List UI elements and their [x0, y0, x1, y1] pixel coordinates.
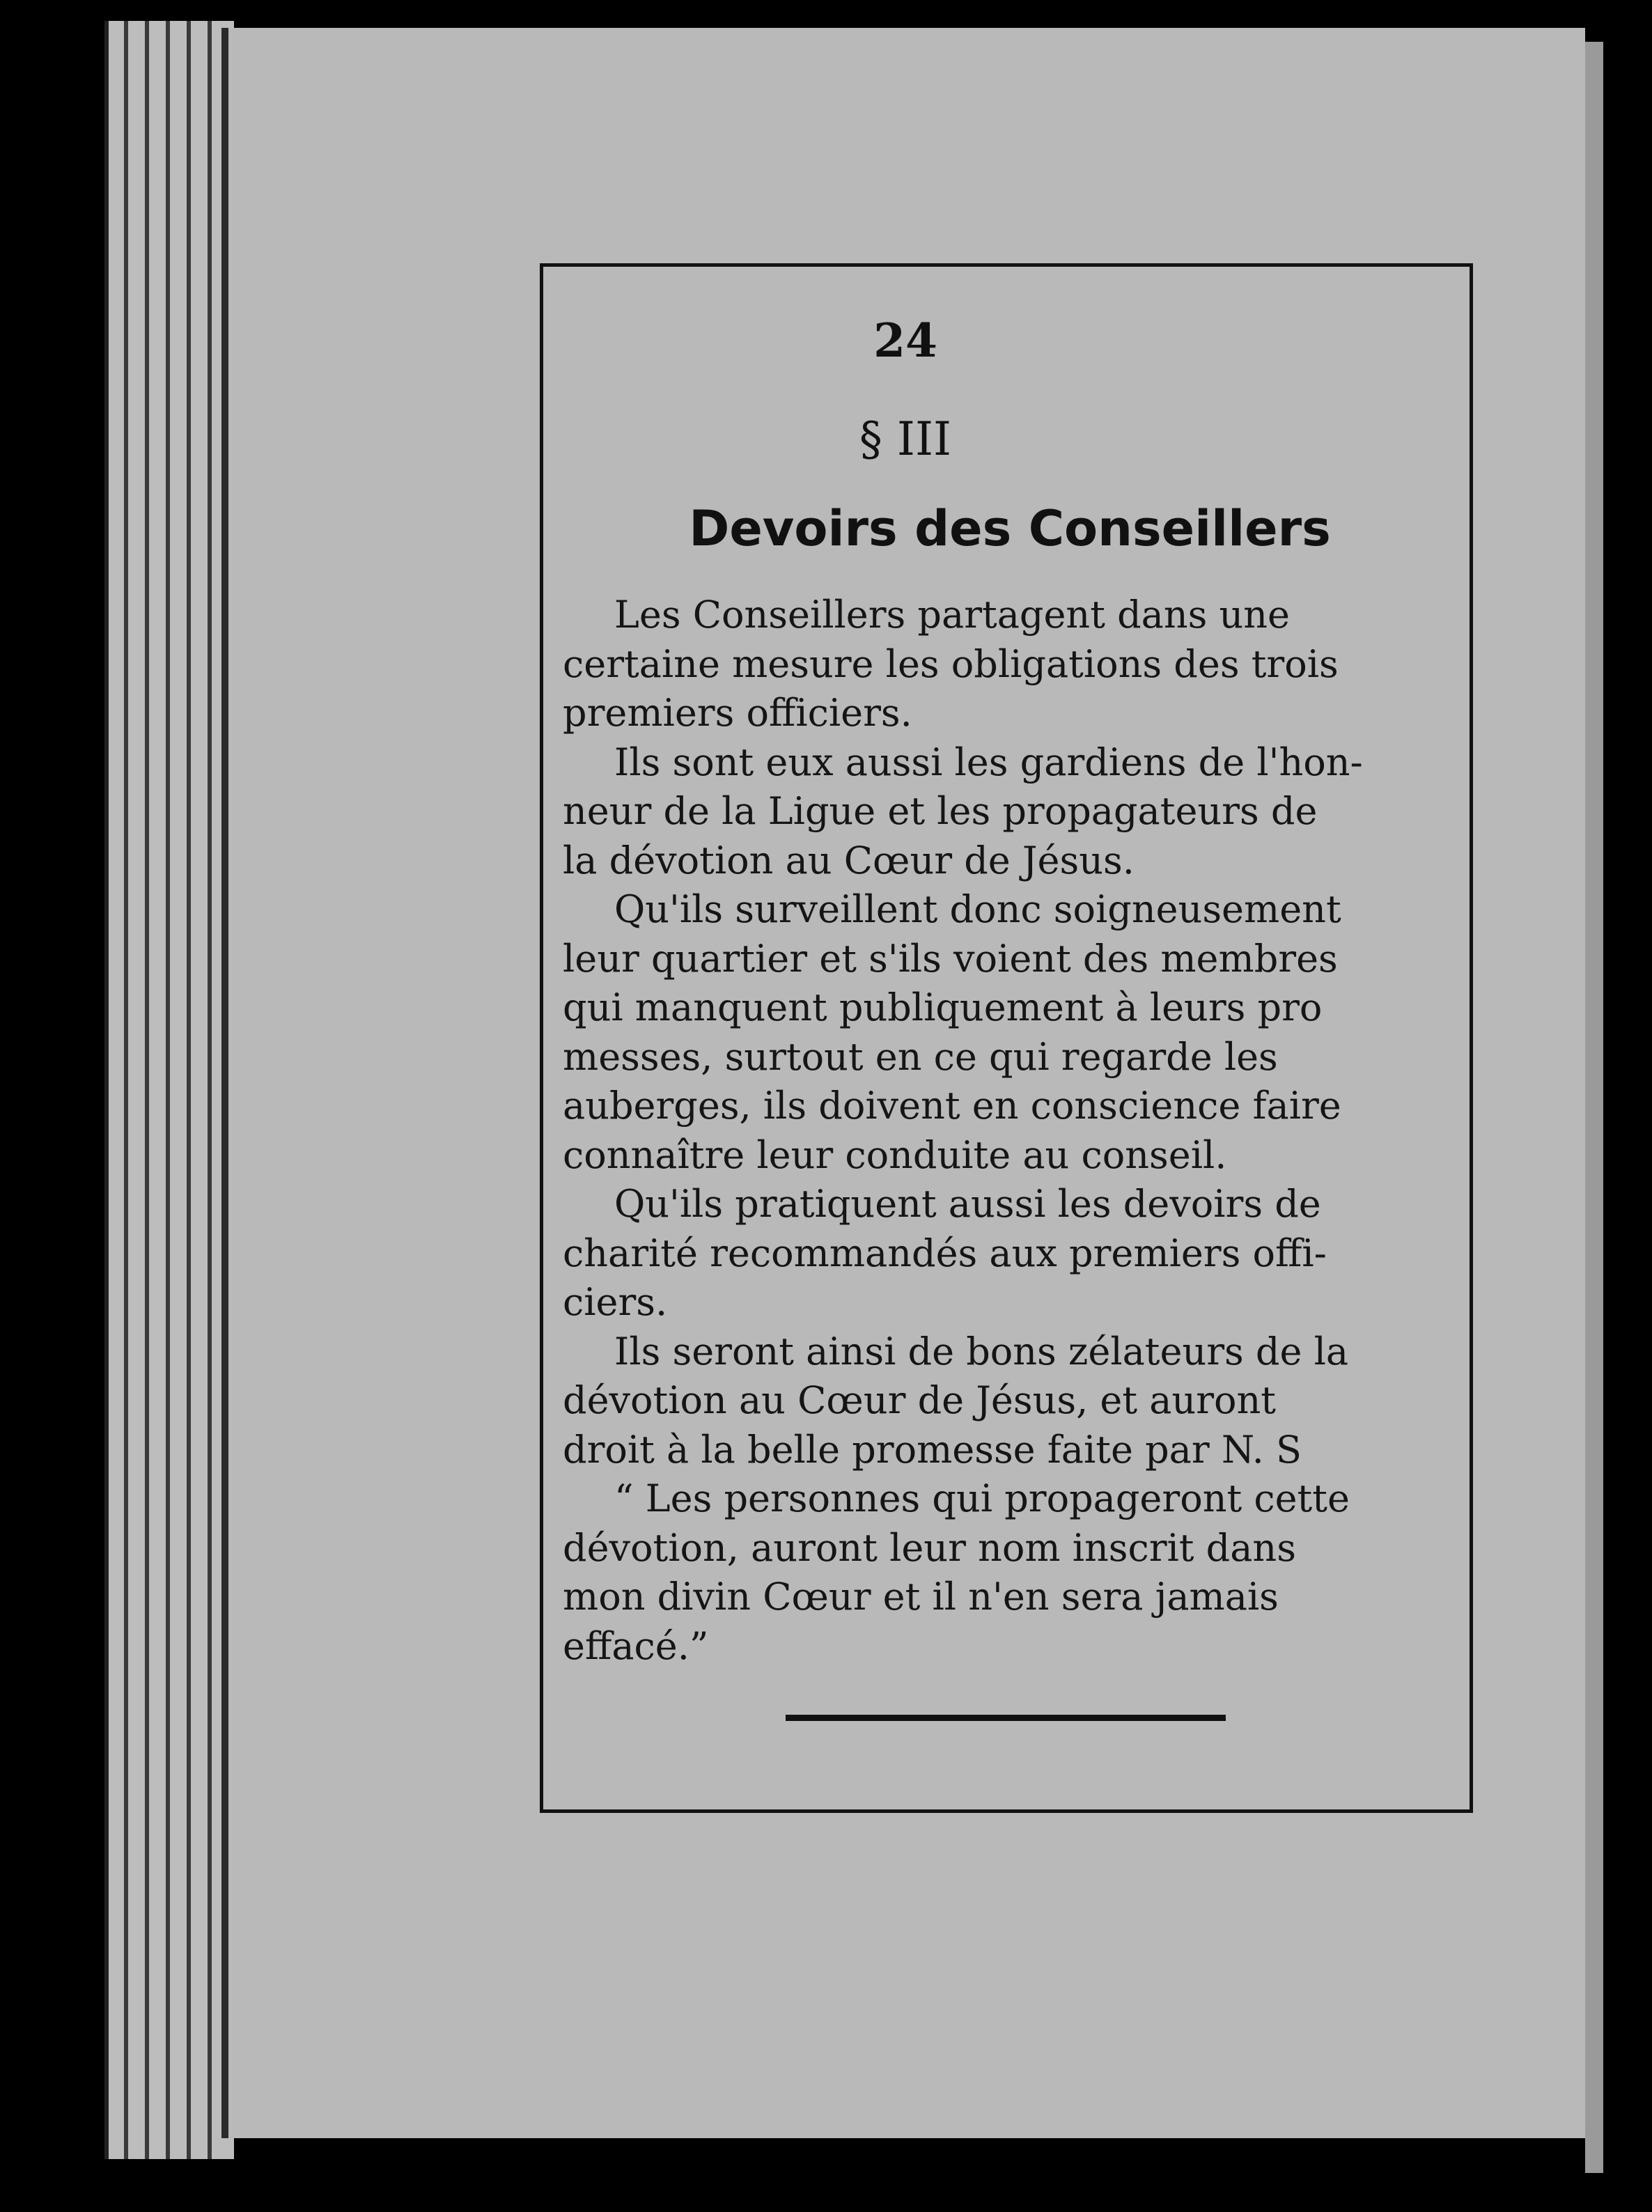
paragraph [563, 1180, 1449, 1327]
facing-page-edge [1585, 42, 1603, 2173]
text-line: droit à la belle promesse faite par N. S [563, 1427, 1302, 1472]
body-text [563, 591, 1449, 1671]
text-line: “ Les personnes qui propageront cette [614, 1477, 1350, 1520]
closing-rule [786, 1715, 1226, 1721]
text-line: Les Conseillers partagent dans une [614, 593, 1290, 637]
text-line: qui manquent publiquement à leurs pro [563, 986, 1323, 1029]
text-line: dévotion au Cœur de Jésus, et auront [563, 1378, 1276, 1422]
text-line: certaine mesure les obligations des trois [563, 641, 1339, 686]
text-line: messes, surtout en ce qui regarde les [563, 1034, 1278, 1079]
book-page-edges [104, 21, 234, 2159]
text-line: auberges, ils doivent en conscience faire [563, 1084, 1341, 1128]
paragraph [563, 591, 1449, 738]
text-line: Qu'ils pratiquent aussi les devoirs de [614, 1182, 1321, 1226]
text-line: charité recommandés aux premiers offi- [563, 1231, 1327, 1275]
text-line: Ils sont eux aussi les gardiens de l'hon- [614, 740, 1363, 784]
paragraph [563, 885, 1449, 1180]
text-line: neur de la Ligue et les propagateurs de [563, 789, 1318, 833]
text-line: la dévotion au Cœur de Jésus. [563, 838, 1135, 882]
page-number: 24 [873, 313, 937, 368]
text-line: Ils seront ainsi de bons zélateurs de la [614, 1329, 1349, 1373]
text-line: connaître leur conduite au conseil. [563, 1132, 1227, 1177]
paragraph [563, 1327, 1449, 1475]
text-line: dévotion, auront leur nom inscrit dans [563, 1525, 1296, 1570]
text-line: leur quartier et s'ils voient des membres [563, 936, 1338, 981]
text-line: effacé.” [563, 1623, 709, 1668]
section-label: § III [859, 412, 952, 466]
paragraph [563, 738, 1449, 886]
paragraph [563, 1474, 1449, 1671]
section-title: Devoirs des Conseillers [689, 500, 1331, 557]
text-line: Qu'ils surveillent donc soigneusement [614, 887, 1341, 931]
text-line: premiers officiers. [563, 691, 912, 735]
text-line: mon divin Cœur et il n'en sera jamais [563, 1575, 1279, 1619]
text-line: ciers. [563, 1280, 668, 1324]
